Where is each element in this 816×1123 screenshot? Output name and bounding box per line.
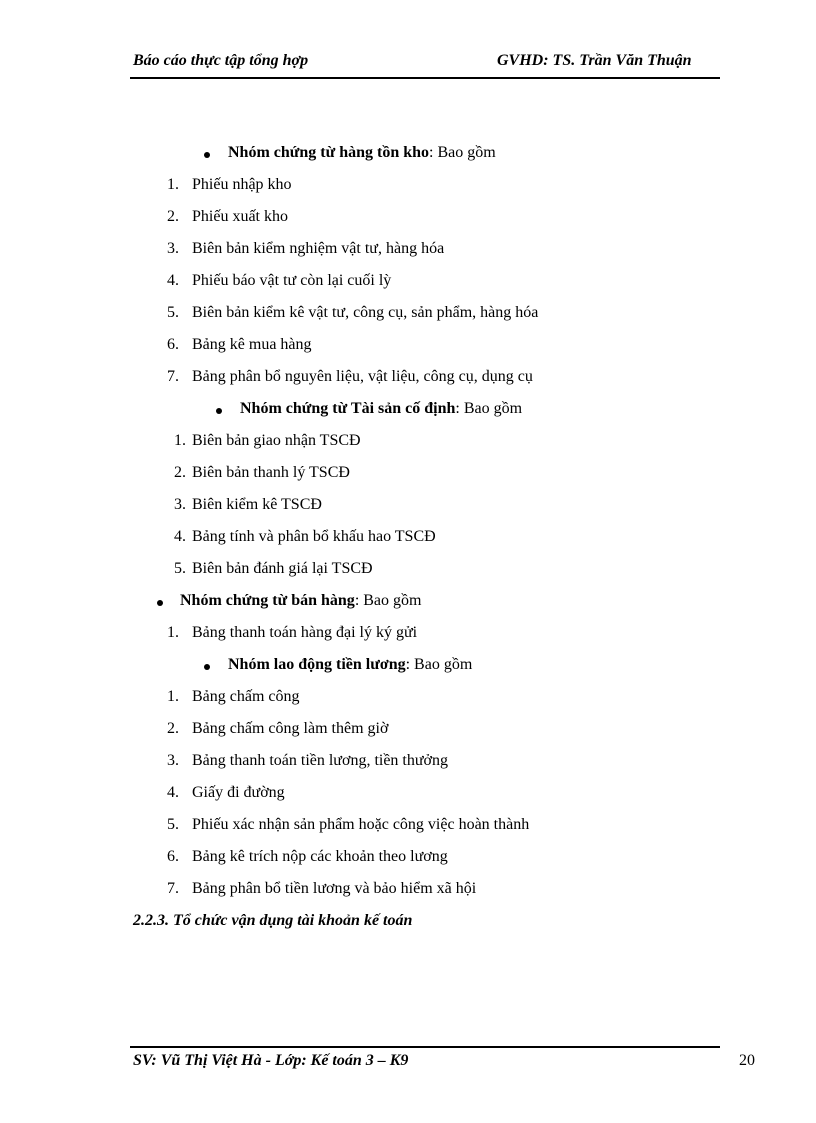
list-number: 2. (167, 208, 179, 225)
list-item: Biên bản kiểm nghiệm vật tư, hàng hóa (192, 240, 445, 257)
list-number: 5. (167, 304, 179, 321)
header-rule (130, 77, 720, 79)
list-item: Bảng thanh toán hàng đại lý ký gửi (192, 624, 418, 641)
list-number: 1. (167, 176, 179, 193)
list-item: Biên bản giao nhận TSCĐ (192, 432, 361, 449)
list-item: Phiếu xác nhận sản phẩm hoặc công việc hoàn thành (192, 816, 530, 833)
list-item: Biên bản đánh giá lại TSCĐ (192, 560, 373, 577)
bullet-icon (204, 664, 210, 670)
group-suffix: : Bao gồm (405, 656, 473, 673)
list-number: 7. (167, 880, 179, 897)
list-number: 7. (167, 368, 179, 385)
group-heading (228, 144, 496, 162)
list-number: 3. (167, 240, 179, 257)
group-heading (180, 592, 421, 610)
footer-rule (130, 1046, 720, 1048)
list-number: 5. (174, 560, 186, 577)
list-item: Phiếu xuất kho (192, 208, 288, 225)
bullet-icon (204, 152, 210, 158)
group-suffix: : Bao gồm (354, 592, 422, 609)
header-advisor: GVHD: TS. Trần Văn Thuận (497, 52, 692, 69)
group-title: Nhóm chứng từ bán hàng (180, 592, 355, 609)
group-heading (240, 400, 522, 418)
list-item: Phiếu báo vật tư còn lại cuối lỳ (192, 272, 392, 289)
list-item: Giấy đi đường (192, 784, 285, 801)
list-number: 4. (167, 784, 179, 801)
list-number: 2. (174, 464, 186, 481)
group-title: Nhóm lao động tiền lương (228, 656, 406, 673)
list-item: Biên kiểm kê TSCĐ (192, 496, 322, 513)
list-item: Bảng phân bổ nguyên liệu, vật liệu, công cụ, dụng cụ (192, 368, 533, 385)
list-number: 4. (174, 528, 186, 545)
group-title: Nhóm chứng từ hàng tồn kho (228, 144, 430, 161)
group-suffix: : Bao gồm (455, 400, 523, 417)
header-title: Báo cáo thực tập tổng hợp (133, 52, 309, 69)
list-number: 1. (174, 432, 186, 449)
list-number: 3. (174, 496, 186, 513)
list-item: Bảng kê mua hàng (192, 336, 312, 353)
page-number: 20 (739, 1052, 755, 1069)
list-number: 1. (167, 624, 179, 641)
list-number: 6. (167, 848, 179, 865)
bullet-icon (216, 408, 222, 414)
group-suffix: : Bao gồm (429, 144, 496, 161)
list-number: 5. (167, 816, 179, 833)
list-number: 1. (167, 688, 179, 705)
list-item: Biên bản thanh lý TSCĐ (192, 464, 350, 481)
list-item: Bảng thanh toán tiền lương, tiền thưởng (192, 752, 449, 769)
list-item: Bảng chấm công làm thêm giờ (192, 720, 389, 737)
footer-student: SV: Vũ Thị Việt Hà - Lớp: Kế toán 3 – K9 (133, 1052, 409, 1069)
bullet-icon (157, 600, 163, 606)
section-heading: 2.2.3. Tổ chức vận dụng tài khoản kế toán (133, 912, 413, 929)
list-item: Bảng tính và phân bổ khấu hao TSCĐ (192, 528, 436, 545)
list-item: Bảng phân bổ tiền lương và bảo hiểm xã hội (192, 880, 477, 897)
list-number: 3. (167, 752, 179, 769)
group-title: Nhóm chứng từ Tài sản cố định (240, 400, 456, 417)
group-heading (228, 656, 472, 674)
list-item: Phiếu nhập kho (192, 176, 292, 193)
list-item: Biên bản kiểm kê vật tư, công cụ, sản phẩm, hàng hóa (192, 304, 539, 321)
list-number: 2. (167, 720, 179, 737)
list-item: Bảng kê trích nộp các khoản theo lương (192, 848, 448, 865)
list-item: Bảng chấm công (192, 688, 300, 705)
list-number: 4. (167, 272, 179, 289)
list-number: 6. (167, 336, 179, 353)
